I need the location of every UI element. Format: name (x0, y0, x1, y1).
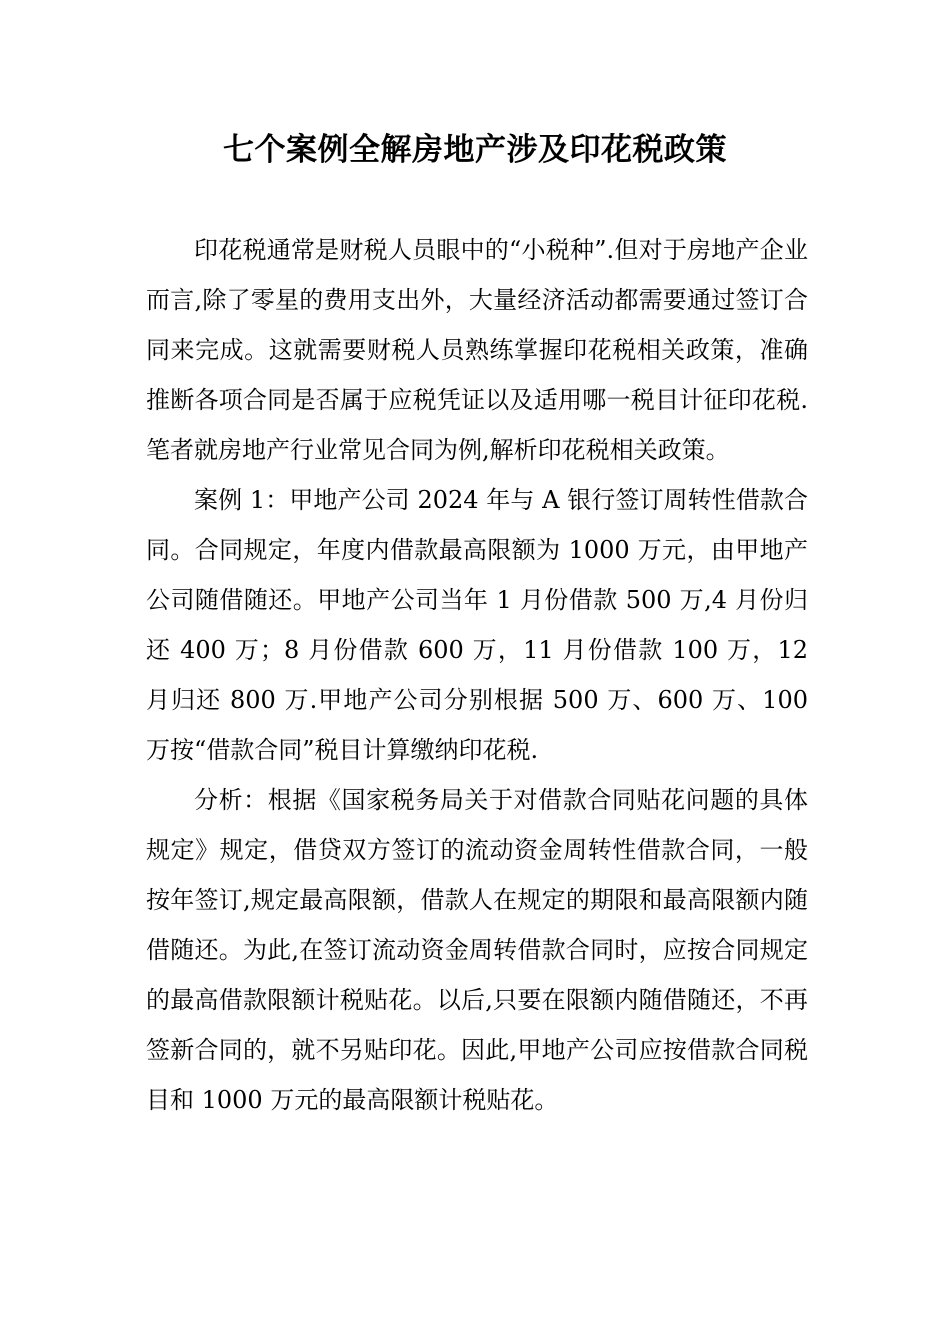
paragraph-case-1: 案例 1：甲地产公司 2024 年与 A 银行签订周转性借款合同。合同规定，年度内借款最高限额为 1000 万元，由甲地产公司随借随还。甲地产公司当年 1 月份借款 500 万,4 月份归还 400 万；8 月份借款 600 万，11 月份借款 100 万，12 月归还 800 万.甲地产公司分别根据 500 万、600 万、100 万按“借款合同”税目计算缴纳印花税. (146, 486, 808, 764)
document-body (146, 225, 808, 1125)
paragraph-analysis: 分析：根据《国家税务局关于对借款合同贴花问题的具体规定》规定，借贷双方签订的流动资金周转性借款合同，一般按年签订,规定最高限额，借款人在规定的期限和最高限额内随借随还。为此,在签订流动资金周转借款合同时，应按合同规定的最高借款限额计税贴花。以后,只要在限额内随借随还，不再签新合同的，就不另贴印花。因此,甲地产公司应按借款合同税目和 1000 万元的最高限额计税贴花。 (146, 786, 808, 1114)
document-title: 七个案例全解房地产涉及印花税政策 (223, 132, 727, 168)
paragraph-intro: 印花税通常是财税人员眼中的“小税种”.但对于房地产企业而言,除了零星的费用支出外，大量经济活动都需要通过签订合同来完成。这就需要财税人员熟练掌握印花税相关政策，准确推断各项合同是否属于应税凭证以及适用哪一税目计征印花税.笔者就房地产行业常见合同为例,解析印花税相关政策。 (146, 236, 808, 464)
